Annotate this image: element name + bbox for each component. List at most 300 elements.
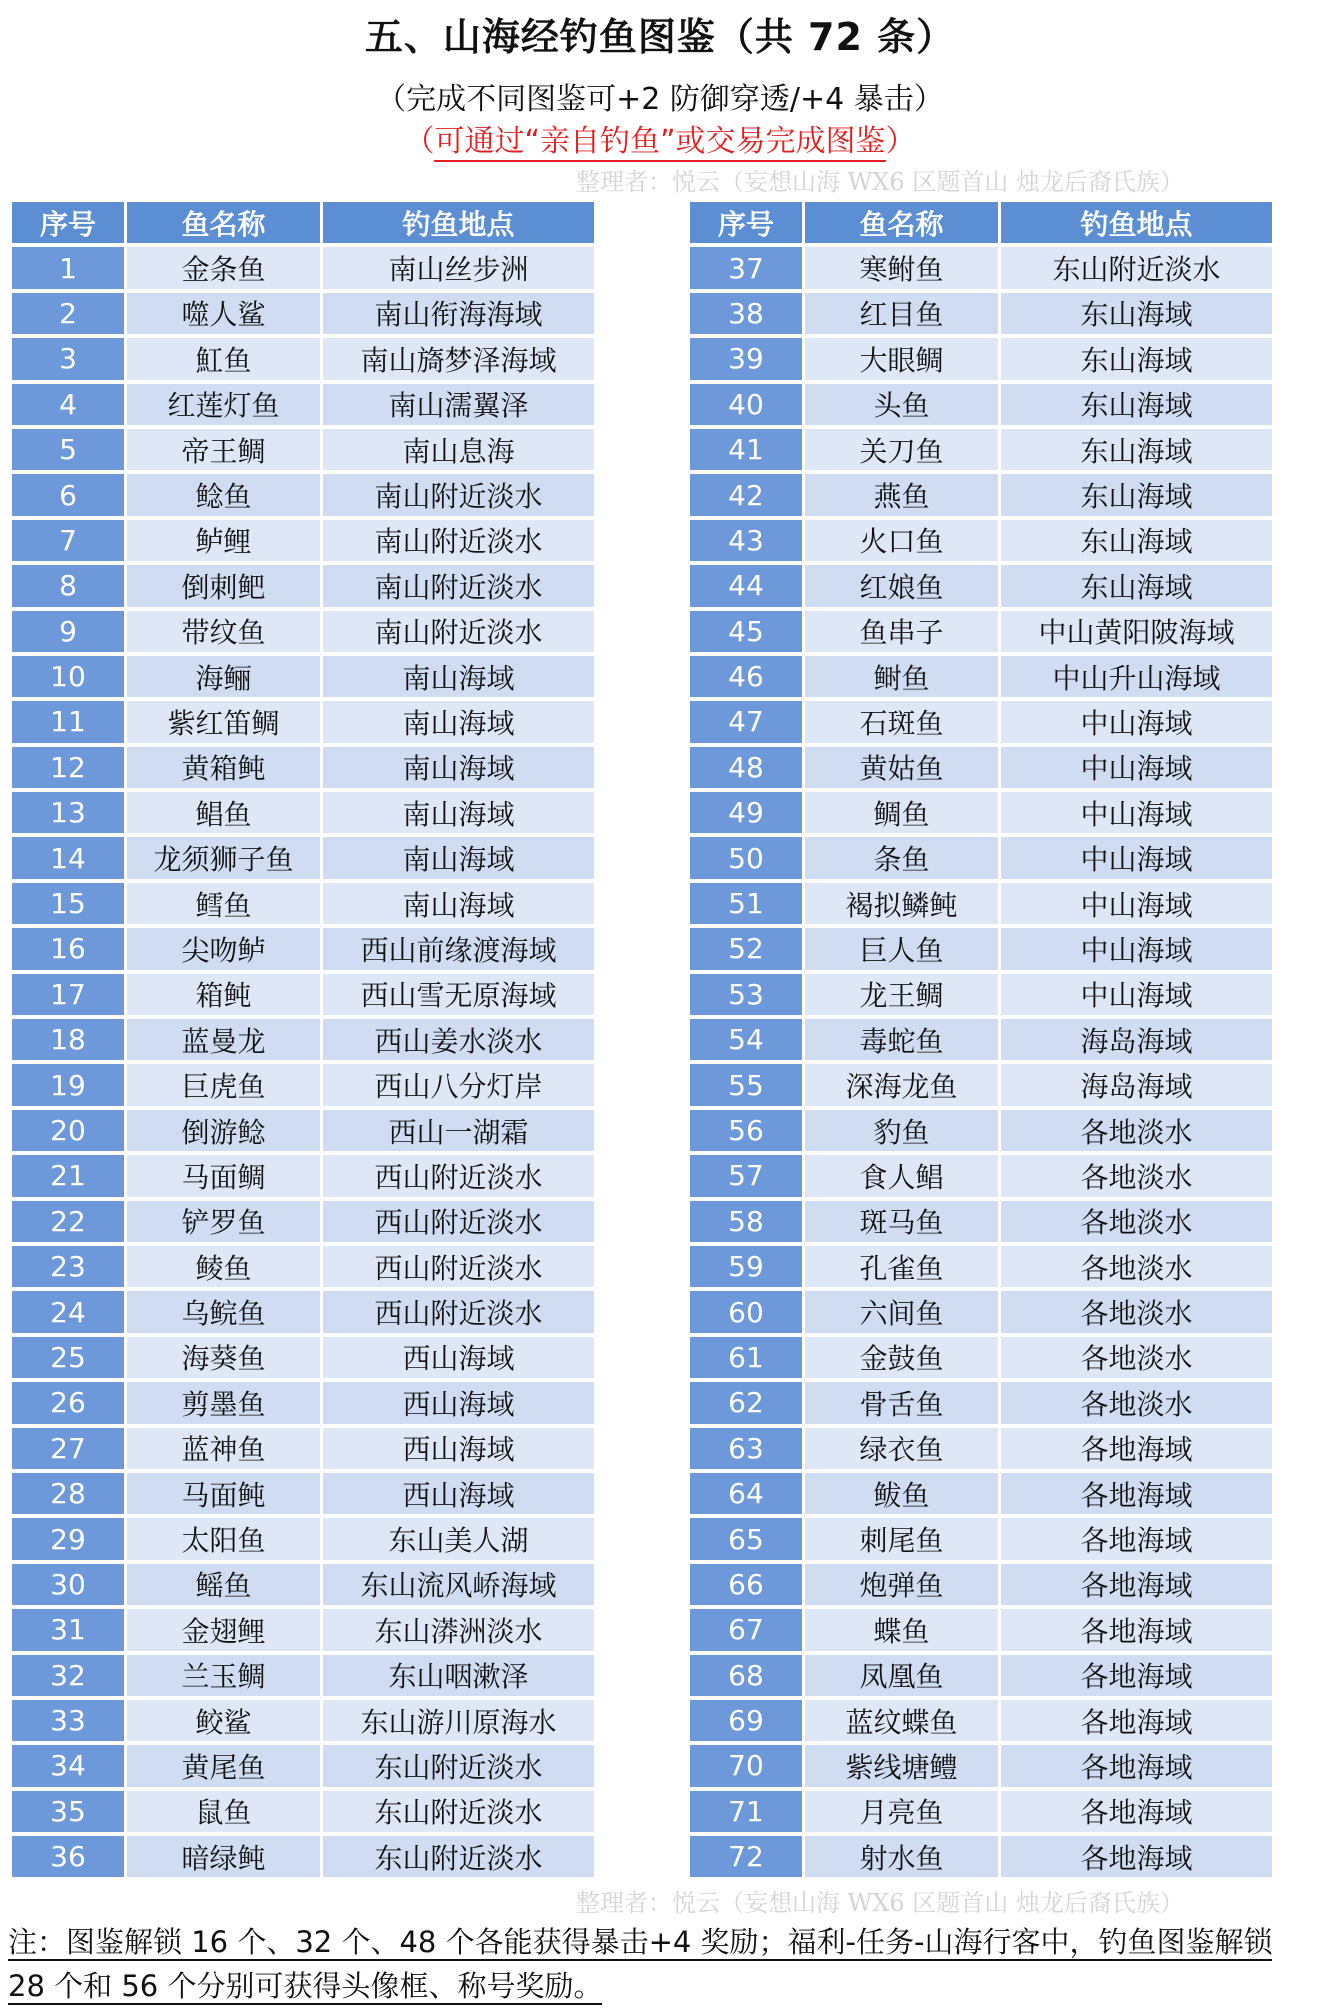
fish-location-cell: 东山海域 xyxy=(1001,520,1275,561)
fish-location-cell: 西山海域 xyxy=(323,1337,597,1378)
fish-name-cell: 红目鱼 xyxy=(805,293,1001,334)
fish-name-cell: 海葵鱼 xyxy=(127,1337,323,1378)
column-header-location: 钓鱼地点 xyxy=(1001,202,1275,243)
fish-name-cell: 深海龙鱼 xyxy=(805,1064,1001,1105)
table-row xyxy=(12,792,597,833)
table-row xyxy=(690,1291,1275,1332)
table-row xyxy=(12,1564,597,1605)
fish-number-cell: 62 xyxy=(690,1382,805,1423)
fish-name-cell: 鲈鲤 xyxy=(127,520,323,561)
fish-name-cell: 金鼓鱼 xyxy=(805,1337,1001,1378)
table-row xyxy=(12,1473,597,1514)
table-row xyxy=(690,1155,1275,1196)
fish-number-cell: 45 xyxy=(690,611,805,652)
fish-number-cell: 22 xyxy=(12,1201,127,1242)
table-row xyxy=(690,1791,1275,1832)
footnote-text: 注：图鉴解锁 16 个、32 个、48 个各能获得暴击+4 奖励；福利-任务-山海行客中，钓鱼图鉴解锁 28 个和 56 个分别可获得头像框、称号奖励。 xyxy=(8,1925,1273,2003)
fish-location-cell: 东山海域 xyxy=(1001,384,1275,425)
fish-location-cell: 南山衔海海域 xyxy=(323,293,597,334)
column-header-fish-name: 鱼名称 xyxy=(805,202,1001,243)
fish-location-cell: 南山旖梦泽海域 xyxy=(323,338,597,379)
fish-name-cell: 黄箱鲀 xyxy=(127,747,323,788)
fish-name-cell: 蓝纹蝶鱼 xyxy=(805,1700,1001,1741)
watermark-bottom: 整理者：悦云（妄想山海 WX6 区题首山 烛龙后裔氏族） xyxy=(576,1889,1184,1917)
fish-name-cell: 乌鲩鱼 xyxy=(127,1291,323,1332)
fish-location-cell: 东山海域 xyxy=(1001,474,1275,515)
fish-location-cell: 西山海域 xyxy=(323,1428,597,1469)
fish-name-cell: 鲛鲨 xyxy=(127,1700,323,1741)
fish-name-cell: 食人鲳 xyxy=(805,1155,1001,1196)
table-row xyxy=(12,429,597,470)
fish-name-cell: 毒蛇鱼 xyxy=(805,1019,1001,1060)
fish-location-cell: 中山海域 xyxy=(1001,883,1275,924)
fish-location-cell: 南山海域 xyxy=(323,883,597,924)
fish-number-cell: 1 xyxy=(12,247,127,288)
fish-name-cell: 黄尾鱼 xyxy=(127,1745,323,1786)
fish-name-cell: 魟鱼 xyxy=(127,338,323,379)
table-row xyxy=(690,611,1275,652)
fish-location-cell: 南山濡翼泽 xyxy=(323,384,597,425)
fish-number-cell: 50 xyxy=(690,837,805,878)
fish-number-cell: 19 xyxy=(12,1064,127,1105)
fish-location-cell: 西山附近淡水 xyxy=(323,1201,597,1242)
fish-number-cell: 41 xyxy=(690,429,805,470)
table-row xyxy=(690,338,1275,379)
table-row xyxy=(12,974,597,1015)
table-row xyxy=(690,474,1275,515)
fish-name-cell: 龙须狮子鱼 xyxy=(127,837,323,878)
table-row xyxy=(12,565,597,606)
table-row xyxy=(12,611,597,652)
table-row xyxy=(12,293,597,334)
fish-name-cell: 兰玉鲷 xyxy=(127,1655,323,1696)
fish-name-cell: 头鱼 xyxy=(805,384,1001,425)
watermark-top: 整理者：悦云（妄想山海 WX6 区题首山 烛龙后裔氏族） xyxy=(576,168,1184,196)
fish-number-cell: 36 xyxy=(12,1836,127,1877)
fish-name-cell: 月亮鱼 xyxy=(805,1791,1001,1832)
fish-location-cell: 西山一湖霜 xyxy=(323,1110,597,1151)
fish-name-cell: 鲳鱼 xyxy=(127,792,323,833)
table-row xyxy=(12,1201,597,1242)
fish-name-cell: 金翅鲤 xyxy=(127,1609,323,1650)
fish-number-cell: 2 xyxy=(12,293,127,334)
fish-number-cell: 17 xyxy=(12,974,127,1015)
table-row xyxy=(12,1382,597,1423)
fish-location-cell: 中山海域 xyxy=(1001,792,1275,833)
table-row xyxy=(690,1110,1275,1151)
fish-location-cell: 东山海域 xyxy=(1001,429,1275,470)
fish-location-cell: 南山附近淡水 xyxy=(323,520,597,561)
fish-location-cell: 西山姜水淡水 xyxy=(323,1019,597,1060)
fish-number-cell: 11 xyxy=(12,701,127,742)
fish-location-cell: 南山附近淡水 xyxy=(323,611,597,652)
fish-number-cell: 9 xyxy=(12,611,127,652)
fish-number-cell: 18 xyxy=(12,1019,127,1060)
fish-number-cell: 61 xyxy=(690,1337,805,1378)
page-subtitle-red xyxy=(0,116,1320,160)
fish-location-cell: 各地海域 xyxy=(1001,1473,1275,1514)
table-row xyxy=(12,1700,597,1741)
fish-number-cell: 46 xyxy=(690,656,805,697)
table-row xyxy=(12,247,597,288)
fish-number-cell: 55 xyxy=(690,1064,805,1105)
table-row xyxy=(690,928,1275,969)
fish-number-cell: 24 xyxy=(12,1291,127,1332)
fish-location-cell: 各地海域 xyxy=(1001,1791,1275,1832)
fish-number-cell: 31 xyxy=(12,1609,127,1650)
table-row xyxy=(12,1791,597,1832)
fish-number-cell: 42 xyxy=(690,474,805,515)
fish-name-cell: 蓝神鱼 xyxy=(127,1428,323,1469)
table-row xyxy=(690,837,1275,878)
fish-name-cell: 红莲灯鱼 xyxy=(127,384,323,425)
fish-number-cell: 57 xyxy=(690,1155,805,1196)
fish-location-cell: 海岛海域 xyxy=(1001,1019,1275,1060)
fish-location-cell: 南山丝步洲 xyxy=(323,247,597,288)
table-row xyxy=(12,384,597,425)
fish-number-cell: 35 xyxy=(12,1791,127,1832)
fish-name-cell: 鼠鱼 xyxy=(127,1791,323,1832)
fish-number-cell: 16 xyxy=(12,928,127,969)
fish-number-cell: 66 xyxy=(690,1564,805,1605)
fish-number-cell: 27 xyxy=(12,1428,127,1469)
fish-location-cell: 东山附近淡水 xyxy=(323,1745,597,1786)
fish-name-cell: 凤凰鱼 xyxy=(805,1655,1001,1696)
fish-number-cell: 53 xyxy=(690,974,805,1015)
fish-location-cell: 中山升山海域 xyxy=(1001,656,1275,697)
paren-open: （ xyxy=(404,124,435,159)
fish-number-cell: 21 xyxy=(12,1155,127,1196)
fish-name-cell: 巨人鱼 xyxy=(805,928,1001,969)
fish-name-cell: 射水鱼 xyxy=(805,1836,1001,1877)
red-underlined-text: 可通过“亲自钓鱼”或交易完成图鉴 xyxy=(434,124,885,162)
fish-name-cell: 黄姑鱼 xyxy=(805,747,1001,788)
fish-number-cell: 38 xyxy=(690,293,805,334)
table-row xyxy=(690,883,1275,924)
fish-location-cell: 东山美人湖 xyxy=(323,1518,597,1559)
fish-name-cell: 寒鲋鱼 xyxy=(805,247,1001,288)
fish-name-cell: 巨虎鱼 xyxy=(127,1064,323,1105)
fish-location-cell: 海岛海域 xyxy=(1001,1064,1275,1105)
fish-name-cell: 火口鱼 xyxy=(805,520,1001,561)
fish-number-cell: 7 xyxy=(12,520,127,561)
page-title: 五、山海经钓鱼图鉴（共 72 条） xyxy=(364,15,956,59)
fish-name-cell: 绿衣鱼 xyxy=(805,1428,1001,1469)
fish-location-cell: 南山附近淡水 xyxy=(323,474,597,515)
fish-name-cell: 豹鱼 xyxy=(805,1110,1001,1151)
fish-location-cell: 东山流风峤海域 xyxy=(323,1564,597,1605)
fish-location-cell: 各地淡水 xyxy=(1001,1155,1275,1196)
fish-name-cell: 石斑鱼 xyxy=(805,701,1001,742)
fish-number-cell: 65 xyxy=(690,1518,805,1559)
fish-location-cell: 各地海域 xyxy=(1001,1745,1275,1786)
fish-location-cell: 中山海域 xyxy=(1001,701,1275,742)
fish-name-cell: 暗绿鲀 xyxy=(127,1836,323,1877)
fish-name-cell: 鱼串子 xyxy=(805,611,1001,652)
fish-number-cell: 48 xyxy=(690,747,805,788)
table-row xyxy=(690,565,1275,606)
table-row xyxy=(12,1609,597,1650)
fish-location-cell: 东山海域 xyxy=(1001,338,1275,379)
fish-name-cell: 紫红笛鲷 xyxy=(127,701,323,742)
fish-number-cell: 54 xyxy=(690,1019,805,1060)
table-row xyxy=(12,1655,597,1696)
fish-location-cell: 中山海域 xyxy=(1001,747,1275,788)
column-header-number: 序号 xyxy=(690,202,805,243)
table-row xyxy=(690,384,1275,425)
fish-location-cell: 各地海域 xyxy=(1001,1564,1275,1605)
fish-name-cell: 倒刺鲃 xyxy=(127,565,323,606)
table-row xyxy=(12,474,597,515)
fish-location-cell: 各地淡水 xyxy=(1001,1382,1275,1423)
fish-location-cell: 西山附近淡水 xyxy=(323,1246,597,1287)
table-header-row xyxy=(12,202,597,243)
fish-name-cell: 褐拟鳞鲀 xyxy=(805,883,1001,924)
fish-location-cell: 东山海域 xyxy=(1001,293,1275,334)
fish-location-cell: 西山前缘渡海域 xyxy=(323,928,597,969)
fish-location-cell: 东山游川原海水 xyxy=(323,1700,597,1741)
fish-location-cell: 南山海域 xyxy=(323,747,597,788)
fish-location-cell: 南山海域 xyxy=(323,792,597,833)
fish-name-cell: 箱鲀 xyxy=(127,974,323,1015)
table-row xyxy=(690,974,1275,1015)
fish-name-cell: 蓝曼龙 xyxy=(127,1019,323,1060)
table-row xyxy=(690,1836,1275,1877)
fish-number-cell: 10 xyxy=(12,656,127,697)
fish-name-cell: 尖吻鲈 xyxy=(127,928,323,969)
paren-close: ） xyxy=(885,124,916,159)
fish-location-cell: 东山附近淡水 xyxy=(1001,247,1275,288)
fish-name-cell: 孔雀鱼 xyxy=(805,1246,1001,1287)
fish-location-cell: 东山咽漱泽 xyxy=(323,1655,597,1696)
table-row xyxy=(12,520,597,561)
table-row xyxy=(690,1700,1275,1741)
column-header-number: 序号 xyxy=(12,202,127,243)
fish-number-cell: 60 xyxy=(690,1291,805,1332)
table-row xyxy=(690,1382,1275,1423)
fish-location-cell: 各地海域 xyxy=(1001,1655,1275,1696)
fish-number-cell: 40 xyxy=(690,384,805,425)
fish-location-cell: 各地淡水 xyxy=(1001,1337,1275,1378)
table-row xyxy=(690,1564,1275,1605)
fish-location-cell: 中山黄阳陂海域 xyxy=(1001,611,1275,652)
fish-number-cell: 20 xyxy=(12,1110,127,1151)
table-row xyxy=(690,701,1275,742)
fish-name-cell: 铲罗鱼 xyxy=(127,1201,323,1242)
fish-number-cell: 29 xyxy=(12,1518,127,1559)
fish-number-cell: 15 xyxy=(12,883,127,924)
table-row xyxy=(690,1428,1275,1469)
fish-number-cell: 72 xyxy=(690,1836,805,1877)
fish-number-cell: 12 xyxy=(12,747,127,788)
table-row xyxy=(690,1064,1275,1105)
fish-name-cell: 倒游鲶 xyxy=(127,1110,323,1151)
fish-number-cell: 49 xyxy=(690,792,805,833)
table-row xyxy=(12,1019,597,1060)
fish-name-cell: 鲷鱼 xyxy=(805,792,1001,833)
fish-location-cell: 南山附近淡水 xyxy=(323,565,597,606)
fish-number-cell: 26 xyxy=(12,1382,127,1423)
table-row xyxy=(12,1518,597,1559)
fish-location-cell: 各地海域 xyxy=(1001,1518,1275,1559)
fish-number-cell: 70 xyxy=(690,1745,805,1786)
table-row xyxy=(12,1337,597,1378)
fish-name-cell: 鲶鱼 xyxy=(127,474,323,515)
fish-number-cell: 3 xyxy=(12,338,127,379)
table-row xyxy=(690,792,1275,833)
table-row xyxy=(12,1155,597,1196)
fish-number-cell: 5 xyxy=(12,429,127,470)
column-header-fish-name: 鱼名称 xyxy=(127,202,323,243)
fish-name-cell: 鳕鱼 xyxy=(127,883,323,924)
fish-number-cell: 28 xyxy=(12,1473,127,1514)
fish-number-cell: 33 xyxy=(12,1700,127,1741)
fish-number-cell: 32 xyxy=(12,1655,127,1696)
table-row xyxy=(12,837,597,878)
table-header-row xyxy=(690,202,1275,243)
fish-number-cell: 23 xyxy=(12,1246,127,1287)
fish-name-cell: 条鱼 xyxy=(805,837,1001,878)
fish-location-cell: 各地淡水 xyxy=(1001,1291,1275,1332)
table-row xyxy=(690,1201,1275,1242)
fish-name-cell: 关刀鱼 xyxy=(805,429,1001,470)
fish-number-cell: 47 xyxy=(690,701,805,742)
fish-number-cell: 39 xyxy=(690,338,805,379)
table-row xyxy=(690,247,1275,288)
fish-name-cell: 剪墨鱼 xyxy=(127,1382,323,1423)
table-row xyxy=(12,1110,597,1151)
fish-number-cell: 52 xyxy=(690,928,805,969)
fish-number-cell: 14 xyxy=(12,837,127,878)
fish-name-cell: 大眼鲷 xyxy=(805,338,1001,379)
fish-number-cell: 68 xyxy=(690,1655,805,1696)
fish-table-left xyxy=(12,198,597,1881)
fish-name-cell: 马面鲀 xyxy=(127,1473,323,1514)
fish-location-cell: 各地海域 xyxy=(1001,1428,1275,1469)
table-row xyxy=(690,293,1275,334)
fish-location-cell: 各地淡水 xyxy=(1001,1110,1275,1151)
fish-name-cell: 炮弹鱼 xyxy=(805,1564,1001,1605)
fish-number-cell: 6 xyxy=(12,474,127,515)
fish-number-cell: 51 xyxy=(690,883,805,924)
fish-name-cell: 红娘鱼 xyxy=(805,565,1001,606)
fish-number-cell: 30 xyxy=(12,1564,127,1605)
fish-location-cell: 西山海域 xyxy=(323,1473,597,1514)
table-row xyxy=(12,1428,597,1469)
table-row xyxy=(12,1291,597,1332)
table-row xyxy=(12,656,597,697)
table-row xyxy=(690,1518,1275,1559)
fish-location-cell: 西山雪无原海域 xyxy=(323,974,597,1015)
fish-location-cell: 南山海域 xyxy=(323,837,597,878)
fish-number-cell: 58 xyxy=(690,1201,805,1242)
fish-name-cell: 鲥鱼 xyxy=(805,656,1001,697)
fish-number-cell: 44 xyxy=(690,565,805,606)
fish-location-cell: 南山息海 xyxy=(323,429,597,470)
page-subtitle: （完成不同图鉴可+2 防御穿透/+4 暴击） xyxy=(376,82,944,117)
table-row xyxy=(690,1337,1275,1378)
fish-number-cell: 13 xyxy=(12,792,127,833)
fish-location-cell: 南山海域 xyxy=(323,701,597,742)
fish-name-cell: 紫线塘鳢 xyxy=(805,1745,1001,1786)
table-row xyxy=(12,1246,597,1287)
fish-location-cell: 东山漭洲淡水 xyxy=(323,1609,597,1650)
fish-number-cell: 69 xyxy=(690,1700,805,1741)
fish-number-cell: 37 xyxy=(690,247,805,288)
fish-name-cell: 六间鱼 xyxy=(805,1291,1001,1332)
footnote xyxy=(8,1920,1308,2008)
fish-name-cell: 鲅鱼 xyxy=(805,1473,1001,1514)
fish-name-cell: 马面鲷 xyxy=(127,1155,323,1196)
table-row xyxy=(690,429,1275,470)
fish-location-cell: 南山海域 xyxy=(323,656,597,697)
fish-name-cell: 太阳鱼 xyxy=(127,1518,323,1559)
fish-name-cell: 海鲡 xyxy=(127,656,323,697)
table-row xyxy=(690,520,1275,561)
fish-number-cell: 71 xyxy=(690,1791,805,1832)
fish-location-cell: 西山附近淡水 xyxy=(323,1155,597,1196)
fish-location-cell: 中山海域 xyxy=(1001,974,1275,1015)
table-row xyxy=(12,701,597,742)
fish-location-cell: 各地海域 xyxy=(1001,1609,1275,1650)
fish-name-cell: 蝶鱼 xyxy=(805,1609,1001,1650)
fish-location-cell: 西山八分灯岸 xyxy=(323,1064,597,1105)
fish-location-cell: 各地海域 xyxy=(1001,1836,1275,1877)
fish-table-right xyxy=(690,198,1275,1881)
fish-location-cell: 东山附近淡水 xyxy=(323,1836,597,1877)
fish-number-cell: 67 xyxy=(690,1609,805,1650)
table-row xyxy=(690,1473,1275,1514)
fish-name-cell: 带纹鱼 xyxy=(127,611,323,652)
table-row xyxy=(12,1064,597,1105)
fish-name-cell: 帝王鲷 xyxy=(127,429,323,470)
table-row xyxy=(12,338,597,379)
table-row xyxy=(12,747,597,788)
fish-location-cell: 西山海域 xyxy=(323,1382,597,1423)
table-row xyxy=(690,1609,1275,1650)
table-row xyxy=(12,1745,597,1786)
fish-number-cell: 64 xyxy=(690,1473,805,1514)
table-row xyxy=(690,1655,1275,1696)
table-row xyxy=(690,1745,1275,1786)
fish-name-cell: 燕鱼 xyxy=(805,474,1001,515)
fish-number-cell: 4 xyxy=(12,384,127,425)
fish-name-cell: 骨舌鱼 xyxy=(805,1382,1001,1423)
fish-name-cell: 噬人鲨 xyxy=(127,293,323,334)
fish-number-cell: 59 xyxy=(690,1246,805,1287)
fish-name-cell: 鲮鱼 xyxy=(127,1246,323,1287)
fish-number-cell: 43 xyxy=(690,520,805,561)
fish-number-cell: 56 xyxy=(690,1110,805,1151)
fish-location-cell: 西山附近淡水 xyxy=(323,1291,597,1332)
table-row xyxy=(690,1246,1275,1287)
fish-number-cell: 25 xyxy=(12,1337,127,1378)
fish-location-cell: 各地海域 xyxy=(1001,1700,1275,1741)
fish-location-cell: 东山海域 xyxy=(1001,565,1275,606)
fish-number-cell: 8 xyxy=(12,565,127,606)
table-row xyxy=(690,656,1275,697)
fish-name-cell: 刺尾鱼 xyxy=(805,1518,1001,1559)
fish-location-cell: 中山海域 xyxy=(1001,928,1275,969)
fish-name-cell: 金条鱼 xyxy=(127,247,323,288)
table-row xyxy=(690,747,1275,788)
fish-location-cell: 中山海域 xyxy=(1001,837,1275,878)
fish-name-cell: 鳐鱼 xyxy=(127,1564,323,1605)
table-row xyxy=(12,928,597,969)
fish-number-cell: 63 xyxy=(690,1428,805,1469)
table-row xyxy=(12,1836,597,1877)
fish-name-cell: 斑马鱼 xyxy=(805,1201,1001,1242)
